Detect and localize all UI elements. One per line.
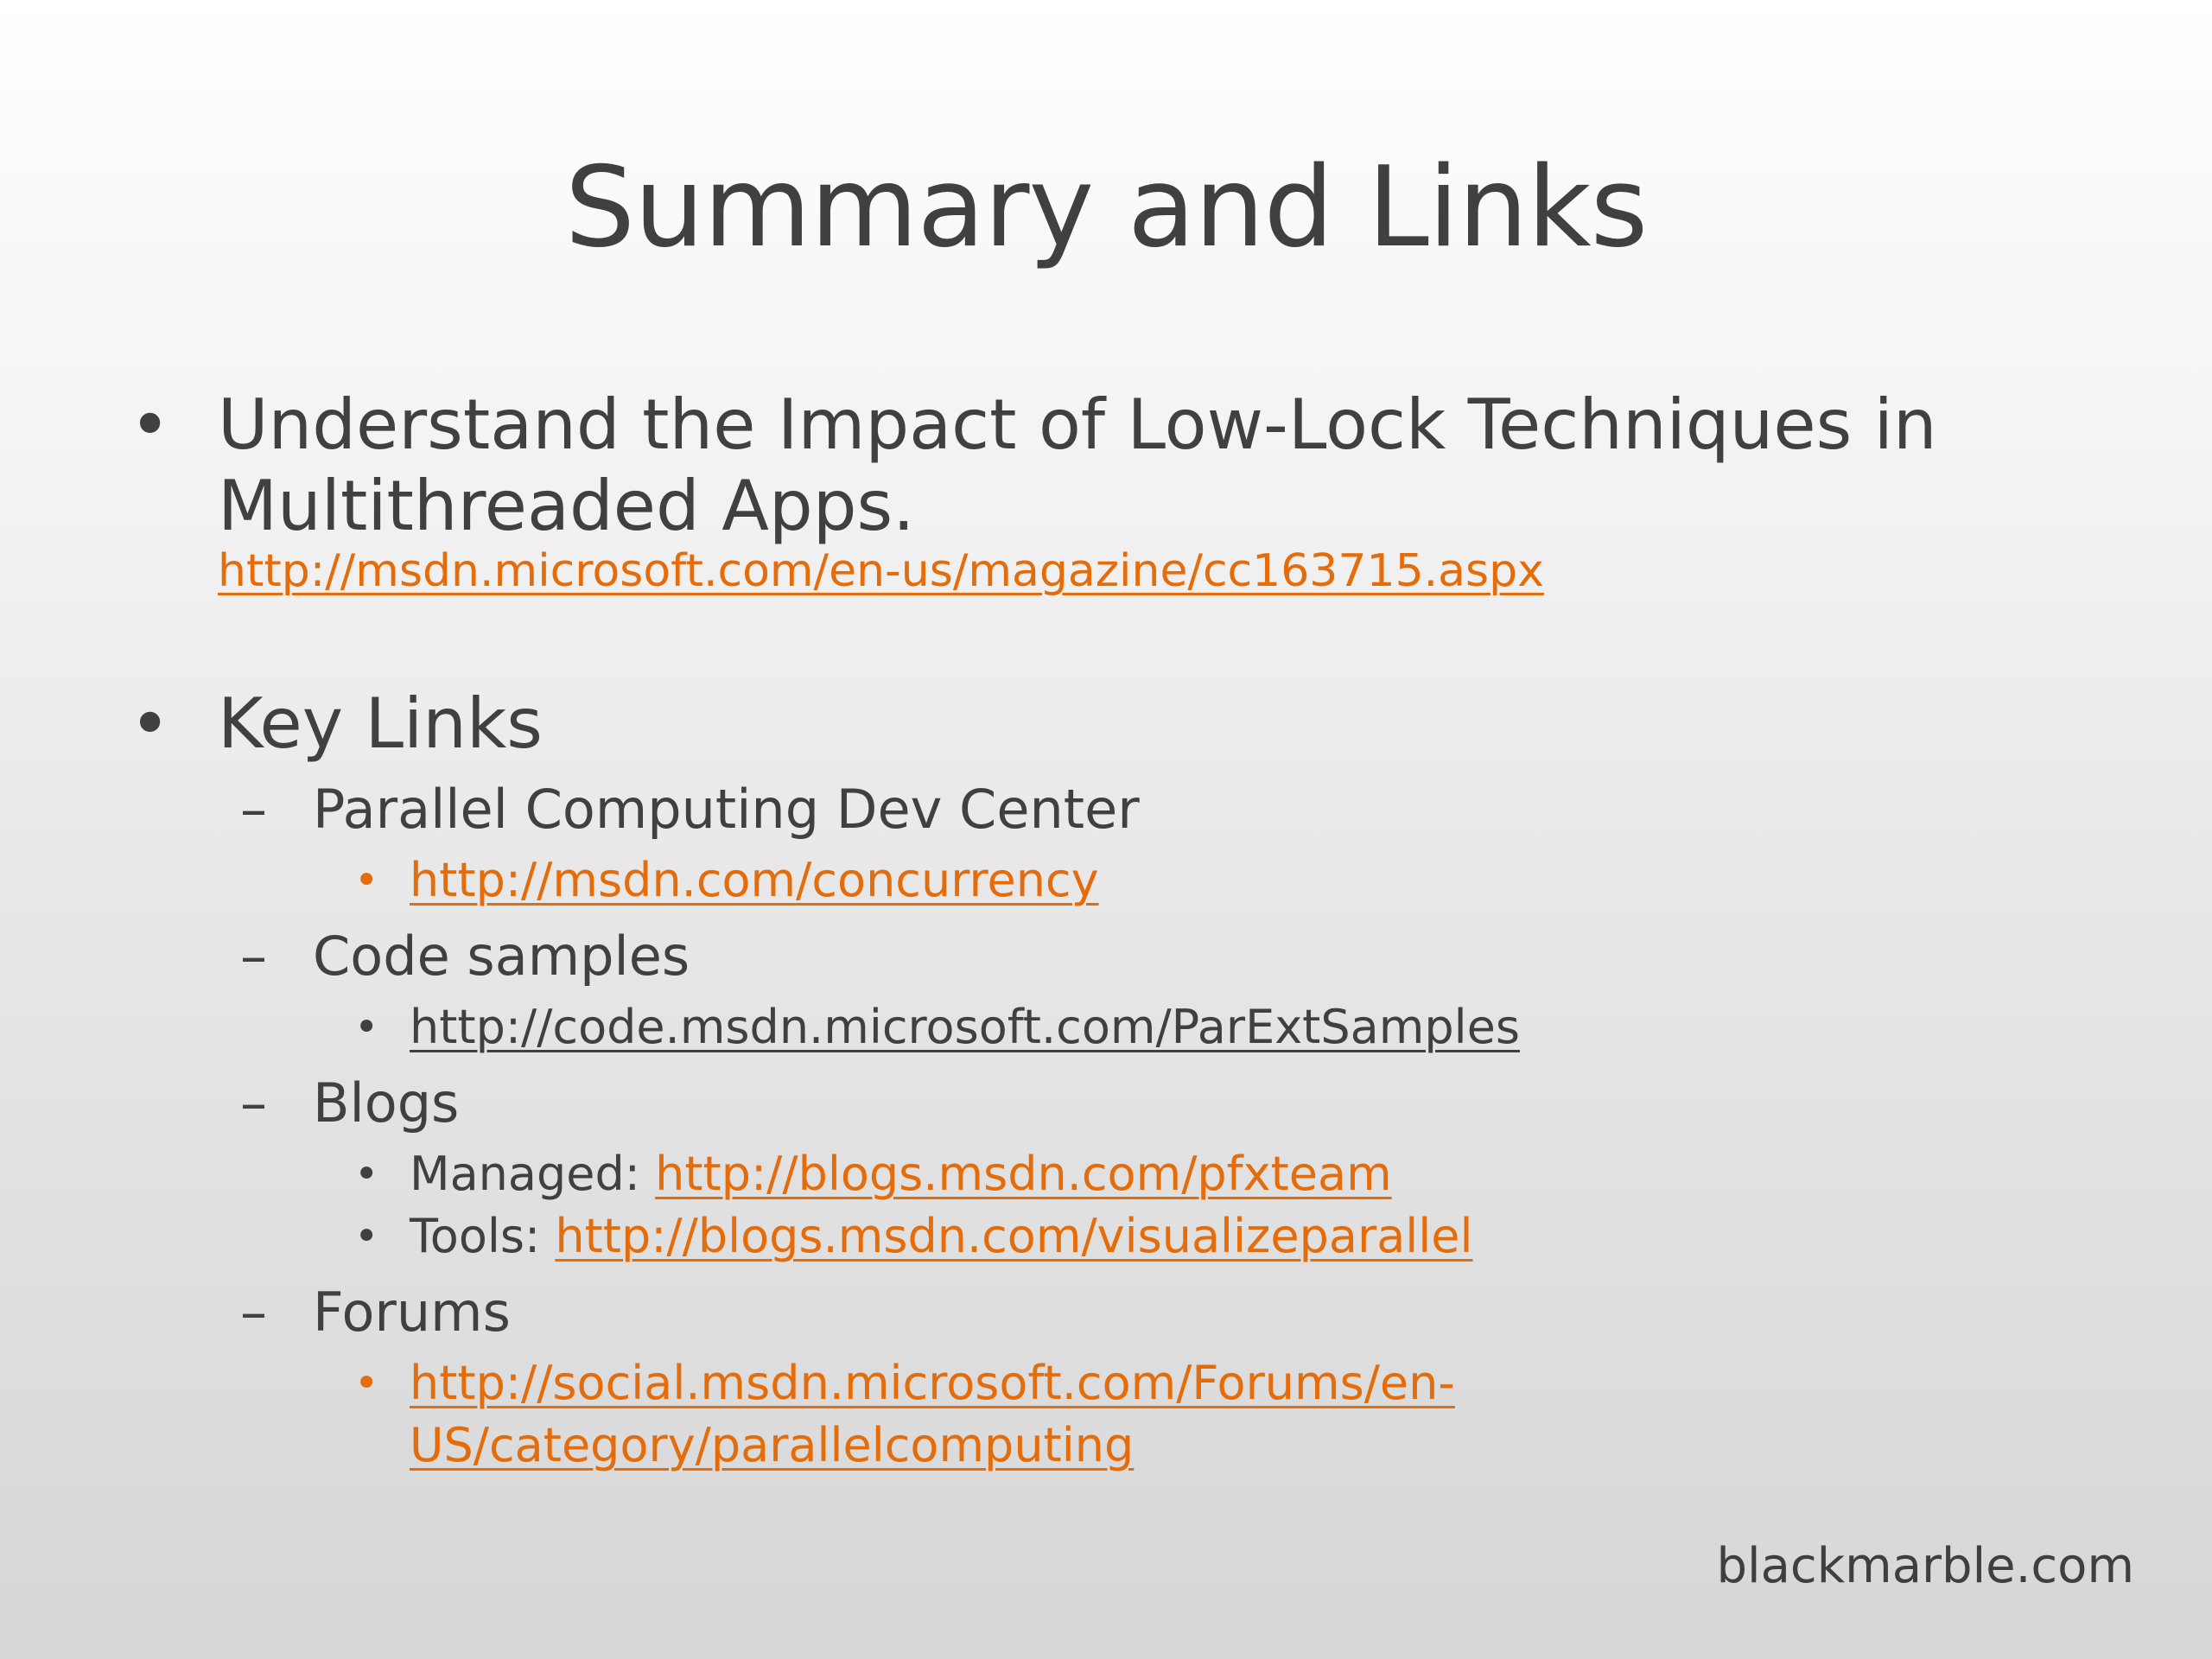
bullet-icon: • bbox=[130, 683, 171, 764]
footer-brand: blackmarble.com bbox=[1716, 1538, 2134, 1594]
subitem-code-samples bbox=[130, 917, 2117, 996]
bullet-icon: • bbox=[354, 856, 379, 905]
bullet-icon: • bbox=[354, 1150, 379, 1198]
subitem-label: Forums bbox=[313, 1281, 511, 1344]
link-item bbox=[130, 996, 2117, 1058]
dash-icon: – bbox=[240, 925, 267, 988]
bullet-item-low-lock bbox=[130, 385, 2117, 599]
bullet-icon: • bbox=[130, 385, 171, 465]
link-item bbox=[130, 1143, 2117, 1205]
bullet-item-key-links bbox=[130, 683, 2117, 765]
link-item bbox=[130, 1352, 2117, 1477]
low-lock-article-link[interactable]: http://msdn.microsoft.com/en-us/magazine/cc163715.aspx bbox=[218, 545, 1544, 597]
pfxteam-blog-link[interactable]: http://blogs.msdn.com/pfxteam bbox=[655, 1147, 1392, 1201]
link-prefix: Tools: bbox=[410, 1209, 556, 1263]
subitem-label: Code samples bbox=[313, 925, 690, 988]
bullet-icon: • bbox=[354, 1212, 379, 1261]
link-prefix: Managed: bbox=[410, 1147, 656, 1201]
link-item bbox=[130, 849, 2117, 912]
code-samples-link[interactable]: http://code.msdn.microsoft.com/ParExtSamples bbox=[410, 1000, 1520, 1054]
subitem-label: Parallel Computing Dev Center bbox=[313, 778, 1140, 841]
dash-icon: – bbox=[240, 778, 267, 841]
concurrency-link[interactable]: http://msdn.com/concurrency bbox=[410, 853, 1099, 907]
bullet-text: Key Links bbox=[218, 683, 543, 764]
bullet-icon: • bbox=[354, 1003, 379, 1052]
subitem-blogs bbox=[130, 1064, 2117, 1143]
forums-link[interactable]: http://social.msdn.microsoft.com/Forums/en-US/category/parallelcomputing bbox=[410, 1356, 1455, 1472]
dash-icon: – bbox=[240, 1071, 267, 1135]
subitem-forums bbox=[130, 1273, 2117, 1352]
slide-content bbox=[130, 385, 2117, 1477]
visualizeparallel-blog-link[interactable]: http://blogs.msdn.com/visualizeparallel bbox=[555, 1209, 1473, 1263]
dash-icon: – bbox=[240, 1281, 267, 1344]
link-item bbox=[130, 1205, 2117, 1268]
bullet-text: Understand the Impact of Low-Lock Techniques in Multithreaded Apps. bbox=[218, 385, 1937, 546]
slide-title: Summary and Links bbox=[564, 143, 1648, 272]
subitem-dev-center bbox=[130, 770, 2117, 849]
bullet-icon: • bbox=[354, 1359, 379, 1408]
subitem-label: Blogs bbox=[313, 1071, 460, 1135]
